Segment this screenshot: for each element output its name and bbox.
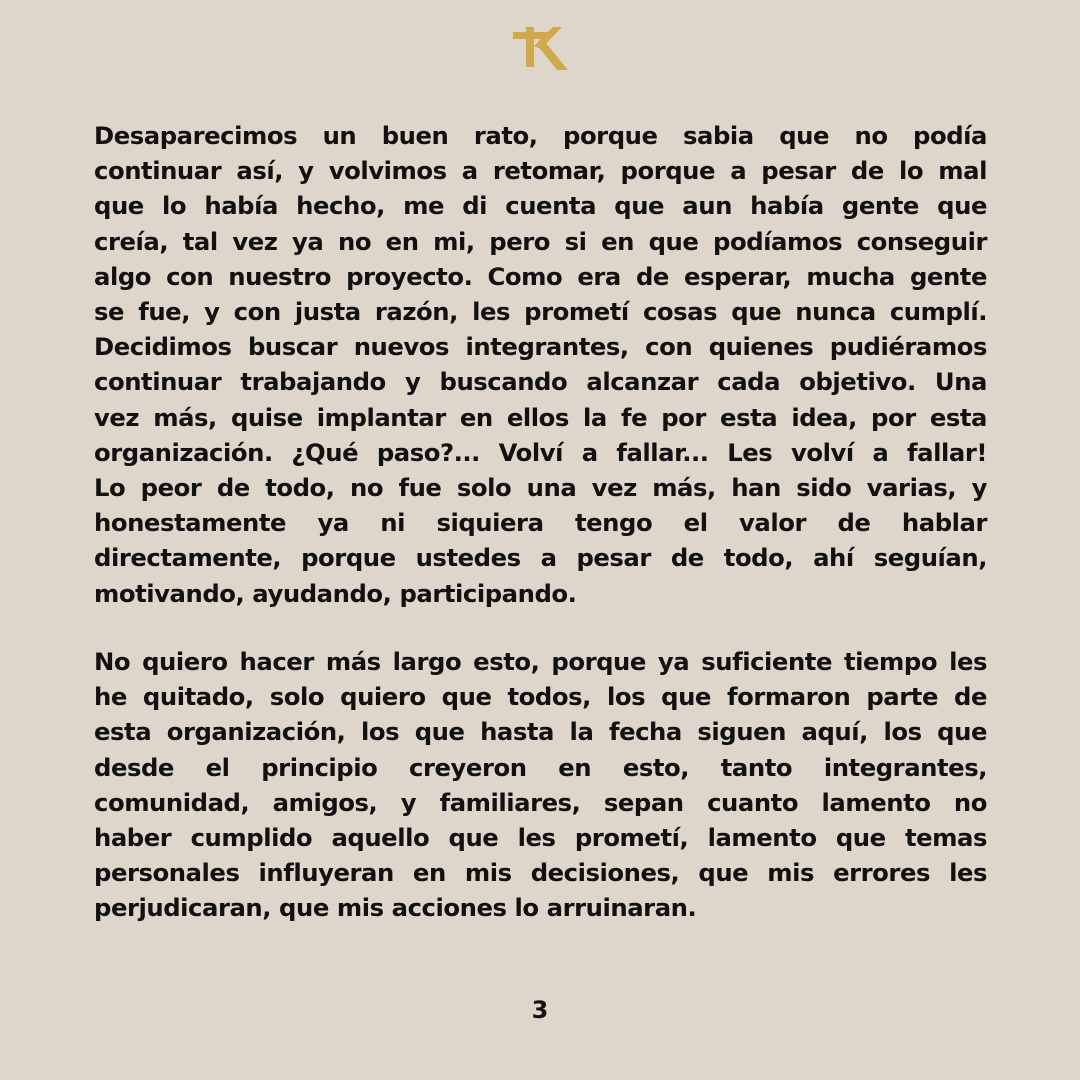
text-line: organización. ¿Qué paso?... Volví a fallar... Les volví a fallar!: [94, 437, 987, 467]
text-line: motivando, ayudando, participando.: [94, 578, 577, 608]
text-line: Decidimos buscar nuevos integrantes, con quienes pudiéramos: [94, 332, 987, 362]
body-paragraph-2: [94, 644, 987, 926]
logo-k-lower-leg: [537, 42, 568, 70]
text-line: desde el principio creyeron en esto, tanto integrantes,: [94, 752, 987, 782]
text-line: continuar trabajando y buscando alcanzar cada objetivo. Una: [94, 367, 987, 397]
text-line: esta organización, los que hasta la fecha siguen aquí, los que: [94, 717, 987, 747]
text-line: comunidad, amigos, y familiares, sepan cuanto lamento no: [94, 787, 987, 817]
text-line: personales influyeran en mis decisiones, que mis errores les: [94, 858, 987, 888]
text-line: continuar así, y volvimos a retomar, porque a pesar de lo mal: [94, 156, 987, 186]
tk-logo-icon: [512, 24, 568, 72]
text-line: haber cumplido aquello que les prometí, lamento que temas: [94, 823, 987, 853]
logo-t-stem: [526, 27, 534, 67]
text-line: directamente, porque ustedes a pesar de todo, ahí seguían,: [94, 543, 987, 573]
text-line: Desaparecimos un buen rato, porque sabia que no podía: [94, 121, 987, 150]
text-line: perjudicaran, que mis acciones lo arruinaran.: [94, 893, 697, 923]
text-line: Lo peor de todo, no fue solo una vez más, han sido varias, y: [94, 473, 987, 503]
text-line: honestamente ya ni siquiera tengo el valor de hablar: [94, 508, 987, 538]
text-line: que lo había hecho, me di cuenta que aun había gente que: [94, 191, 987, 221]
body-paragraph-1: [94, 118, 987, 611]
page-number: 3: [531, 996, 549, 1024]
text-line: vez más, quise implantar en ellos la fe por esta idea, por esta: [94, 402, 987, 432]
text-line: No quiero hacer más largo esto, porque ya suficiente tiempo les: [94, 647, 987, 676]
text-line: creía, tal vez ya no en mi, pero si en que podíamos conseguir: [94, 226, 987, 256]
text-line: se fue, y con justa razón, les prometí cosas que nunca cumplí.: [94, 297, 987, 327]
text-line: he quitado, solo quiero que todos, los que formaron parte de: [94, 682, 987, 712]
text-line: algo con nuestro proyecto. Como era de esperar, mucha gente: [94, 261, 987, 291]
